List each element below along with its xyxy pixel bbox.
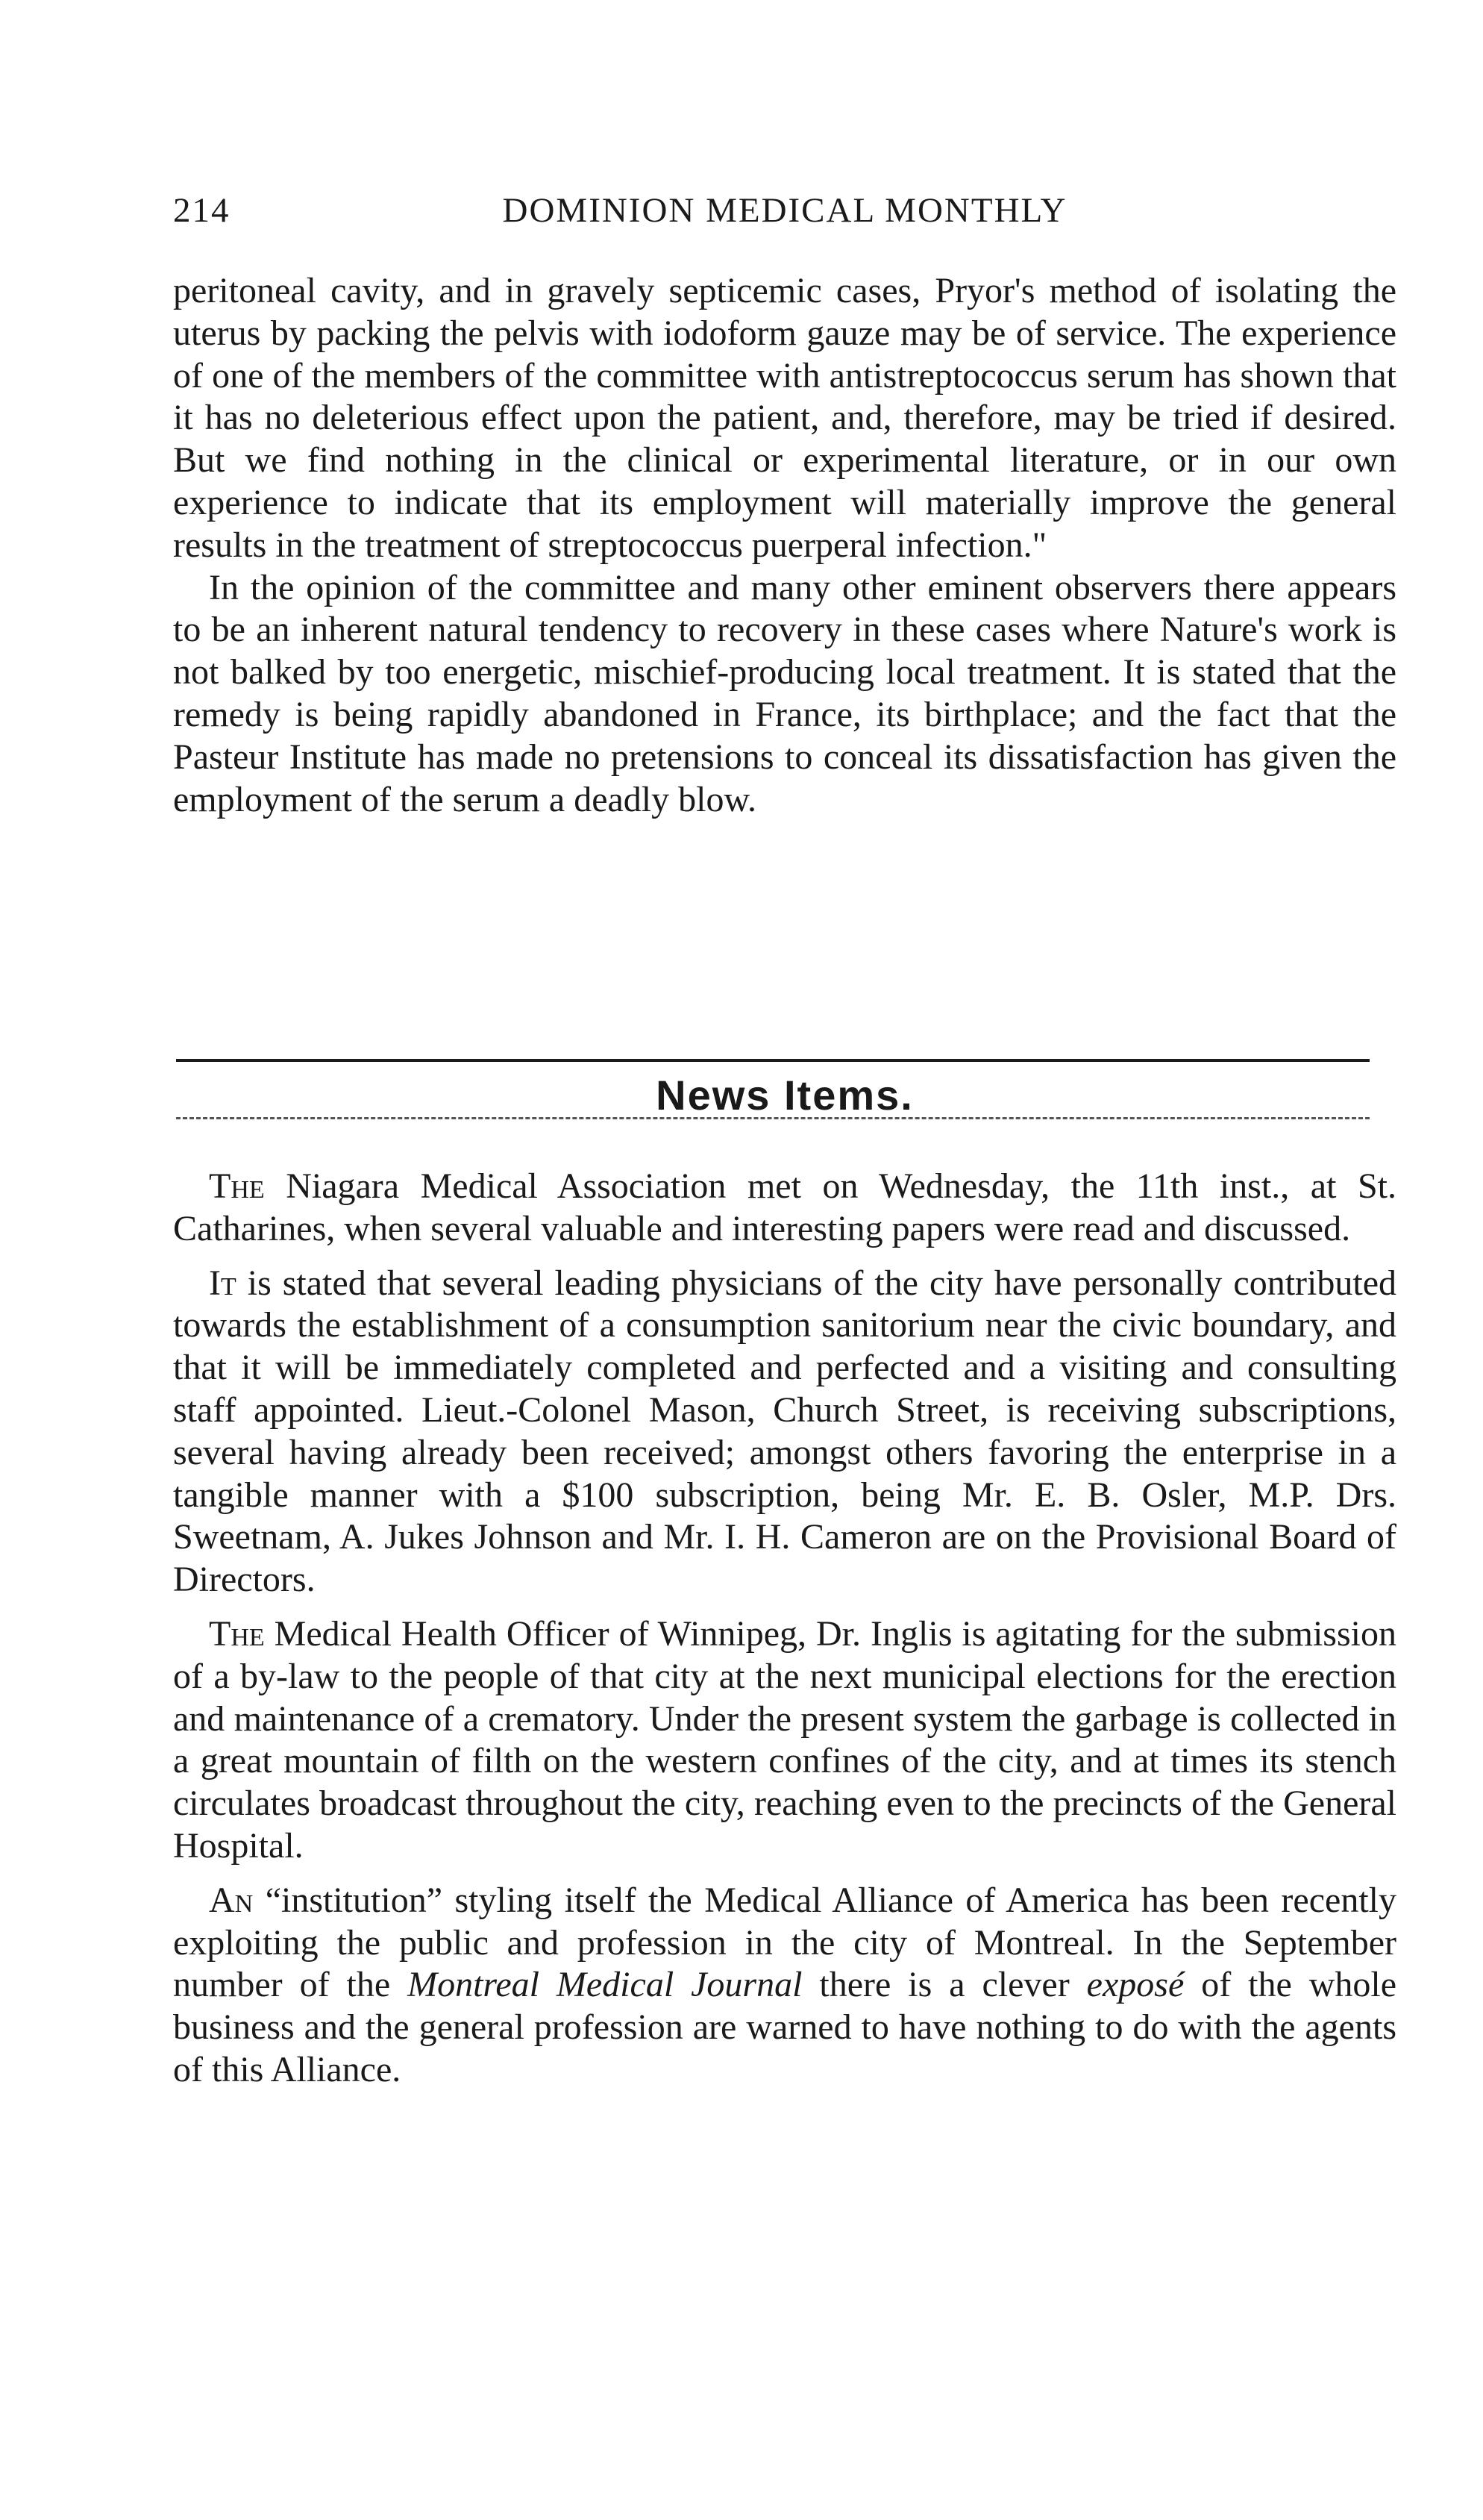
news-item — [173, 1166, 1396, 1251]
article-paragraph: In the opinion of the committee and many other eminent observers there appears to be an inherent natural tendency to recovery in these cases where Nature's work is not balked by too energetic, mischief-producing local treatment. It is stated that the remedy is being rapidly abandoned in France, its birthplace; and the fact that the Pasteur Institute has made no pretensions to conceal its dissatisfaction has given the employment of the serum a deadly blow. — [173, 567, 1396, 819]
news-items — [173, 1166, 1396, 2092]
article-continuation — [173, 270, 1396, 821]
news-item-text: of the whole business and the general profession are warned to have nothing to do with the agents of this Alliance. — [173, 1965, 1397, 2089]
section-rule-top — [176, 1059, 1370, 1062]
news-item-lead: The — [209, 1613, 265, 1654]
journal-title: DOMINION MEDICAL MONTHLY — [502, 191, 1067, 230]
news-item-text: “institution” styling itself the Medical Alliance of America has been recently exploiting the public and profession in the city of Montreal. In the September number of the — [173, 1880, 1396, 2005]
news-item-lead: The — [209, 1166, 265, 1206]
news-item-text: is stated that several leading physicians of the city have personally contributed towards the establishment of a consumption sanitorium near the civic boundary, and that it will be immediately completed and perfected and a visiting and consulting staff appointed. Lieut.-Colonel Mason, Church Street, is receiving subscriptions, several having already been received; amongst others favoring the enterprise in a tangible manner with a $100 subscription, being Mr. E. B. Osler, M.P. Drs. Sweetnam, A. Jukes Johnson and Mr. I. H. Cameron are on the Provisional Board of Directors. — [173, 1263, 1396, 1600]
news-item — [173, 1613, 1396, 1868]
section-title: News Items. — [656, 1072, 914, 1119]
news-item — [173, 1880, 1396, 2092]
news-item-text: Medical Health Officer of Winnipeg, Dr. Inglis is agitating for the submission of a by-law to the people of that city at the next municipal elections for the erection and maintenance of a crematory. Under the present system the garbage is collected in a great mountain of filth on the western confines of the city, and at times its stench circulates broadcast throughout the city, reaching even to the precincts of the General Hospital. — [173, 1613, 1396, 1866]
page-number: 214 — [173, 191, 231, 230]
news-item-lead: An — [209, 1880, 254, 1920]
section-rule-bottom — [176, 1117, 1370, 1119]
running-head — [173, 190, 1396, 235]
expose-term: exposé — [1086, 1965, 1185, 2005]
journal-name: Montreal Medical Journal — [407, 1965, 803, 2005]
news-item-lead: It — [209, 1263, 236, 1303]
news-item-text: there is a clever — [802, 1965, 1087, 2005]
news-item — [173, 1263, 1396, 1601]
article-paragraph: peritoneal cavity, and in gravely septicemic cases, Pryor's method of isolating the uterus by packing the pelvis with iodoform gauze may be of service. The experience of one of the members of the committee with antistreptococcus serum has shown that it has no deleterious effect upon the patient, and, therefore, may be tried if desired. But we find nothing in the clinical or experimental literature, or in our own experience to indicate that its employment will materially improve the general results in the treatment of streptococcus puerperal infection." — [173, 271, 1396, 565]
news-item-text: Niagara Medical Association met on Wednesday, the 11th inst., at St. Catharines, when several valuable and interesting papers were read and discussed. — [173, 1166, 1396, 1248]
